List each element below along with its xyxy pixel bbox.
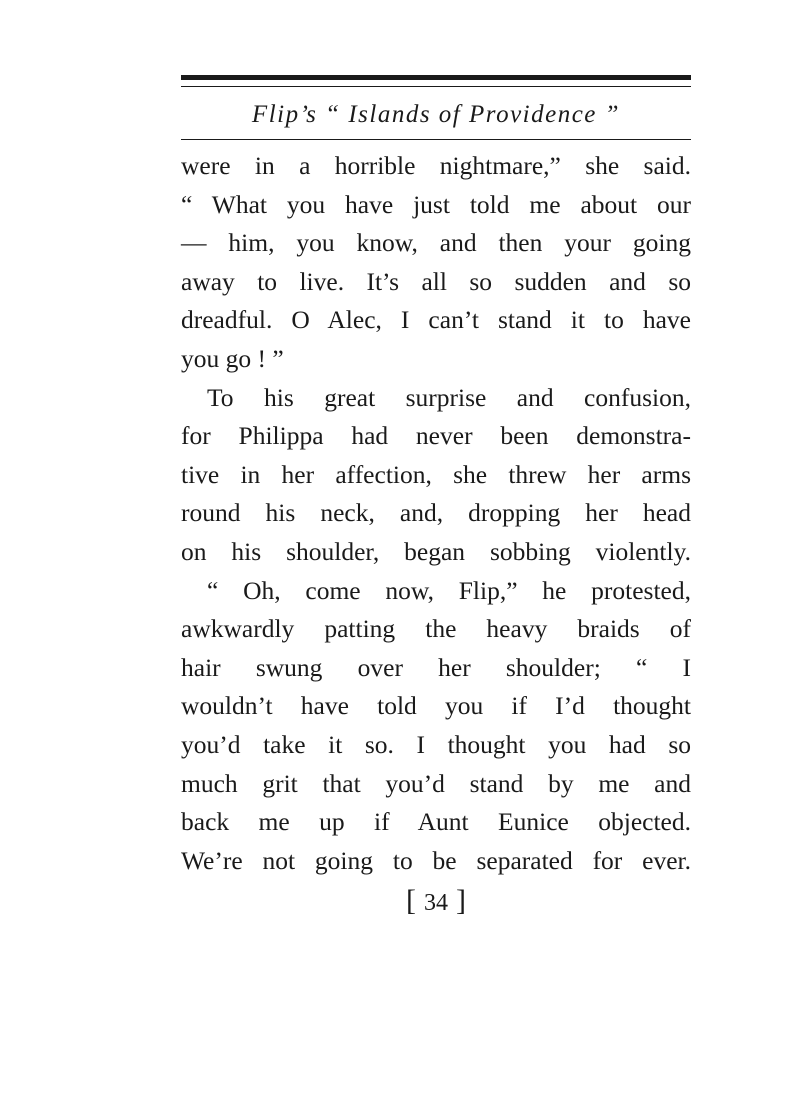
header-rule-thick bbox=[181, 75, 691, 80]
text-line: — him, you know, and then your going bbox=[181, 228, 691, 258]
text-line: away to live. It’s all so sudden and so bbox=[181, 266, 691, 296]
text-line: We’re not going to be separated for ever. bbox=[181, 845, 691, 875]
folio-right-bracket: ] bbox=[456, 884, 466, 917]
text-line: “ Oh, come now, Flip,” he protested, bbox=[207, 575, 691, 605]
page-number bbox=[181, 883, 691, 921]
running-head: Flip’s “ Islands of Providence ” bbox=[251, 101, 621, 128]
header-rule-thin bbox=[181, 86, 691, 87]
text-line: you’d take it so. I thought you had so bbox=[181, 729, 691, 759]
text-line: hair swung over her shoulder; “ I bbox=[181, 652, 691, 682]
header-rule-bottom bbox=[181, 139, 691, 140]
text-line: round his neck, and, dropping her head bbox=[181, 498, 691, 528]
text-line: were in a horrible nightmare,” she said. bbox=[181, 151, 691, 180]
text-line: awkwardly patting the heavy braids of bbox=[181, 614, 691, 644]
text-line: you go ! ” bbox=[181, 343, 284, 373]
text-line: tive in her affection, she threw her arms bbox=[181, 459, 691, 489]
folio-left-bracket: [ bbox=[406, 884, 416, 917]
text-line: on his shoulder, began sobbing violently. bbox=[181, 536, 691, 566]
text-line: dreadful. O Alec, I can’t stand it to have bbox=[181, 305, 691, 335]
text-line: wouldn’t have told you if I’d thought bbox=[181, 691, 691, 721]
text-line: for Philippa had never been demonstra- bbox=[181, 421, 691, 451]
folio-number: 34 bbox=[424, 890, 448, 916]
text-line: back me up if Aunt Eunice objected. bbox=[181, 807, 691, 837]
text-line: “ What you have just told me about our bbox=[181, 189, 691, 219]
body-text bbox=[181, 147, 691, 880]
text-line: much grit that you’d stand by me and bbox=[181, 768, 691, 798]
text-line: To his great surprise and confusion, bbox=[207, 382, 691, 412]
